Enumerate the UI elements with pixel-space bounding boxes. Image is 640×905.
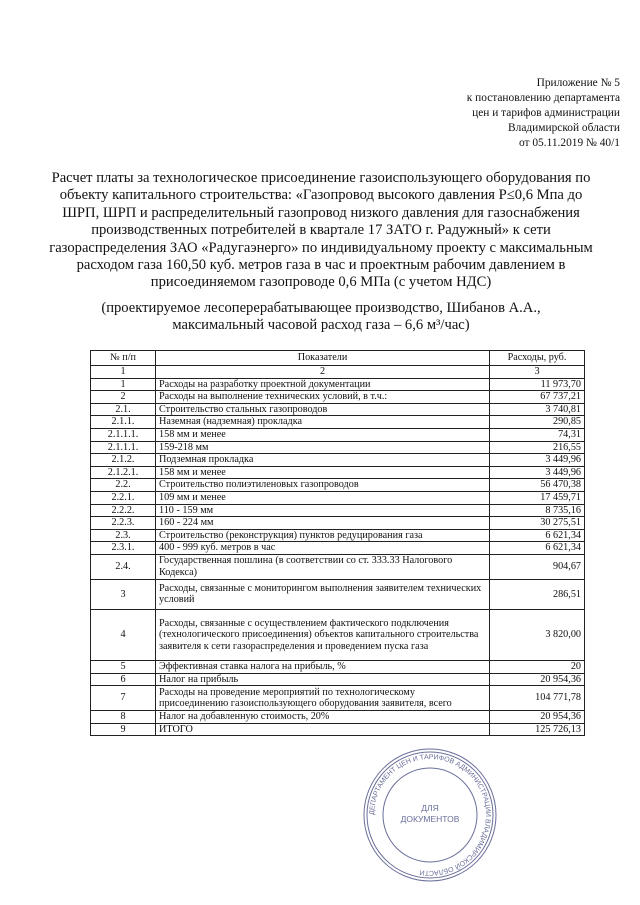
row-value: 3 449,96 bbox=[490, 454, 585, 467]
row-name: 158 мм и менее bbox=[156, 466, 490, 479]
table-row bbox=[91, 723, 585, 736]
row-value: 104 771,78 bbox=[490, 686, 585, 711]
row-value: 67 737,21 bbox=[490, 391, 585, 404]
row-name: Подземная прокладка bbox=[156, 454, 490, 467]
table-row bbox=[91, 660, 585, 673]
calculation-table bbox=[90, 350, 585, 736]
stamp-center-line: ДОКУМЕНТОВ bbox=[400, 814, 460, 824]
index-cell: 1 bbox=[91, 366, 156, 379]
row-value: 11 973,70 bbox=[490, 378, 585, 391]
header-name: Показатели bbox=[156, 351, 490, 366]
table-header-row bbox=[91, 351, 585, 366]
row-num: 5 bbox=[91, 660, 156, 673]
row-name: 110 - 159 мм bbox=[156, 504, 490, 517]
row-value: 904,67 bbox=[490, 554, 585, 579]
row-name: Наземная (надземная) прокладка bbox=[156, 416, 490, 429]
row-name: Строительство стальных газопроводов bbox=[156, 403, 490, 416]
table-row bbox=[91, 491, 585, 504]
row-value: 6 621,34 bbox=[490, 529, 585, 542]
row-value: 20 bbox=[490, 660, 585, 673]
row-value: 56 470,38 bbox=[490, 479, 585, 492]
row-name: Эффективная ставка налога на прибыль, % bbox=[156, 660, 490, 673]
row-num: 6 bbox=[91, 673, 156, 686]
row-num: 9 bbox=[91, 723, 156, 736]
table-row bbox=[91, 504, 585, 517]
row-name: Налог на прибыль bbox=[156, 673, 490, 686]
row-value: 286,51 bbox=[490, 579, 585, 609]
table-row bbox=[91, 609, 585, 660]
index-cell: 3 bbox=[490, 366, 585, 379]
row-value: 74,31 bbox=[490, 428, 585, 441]
row-num: 2.1.1. bbox=[91, 416, 156, 429]
table-row bbox=[91, 454, 585, 467]
row-num: 2.1.2.1. bbox=[91, 466, 156, 479]
row-num: 2.2.1. bbox=[91, 491, 156, 504]
row-num: 2.1.1.1. bbox=[91, 428, 156, 441]
row-value: 30 275,51 bbox=[490, 517, 585, 530]
row-num: 7 bbox=[91, 686, 156, 711]
table-row bbox=[91, 711, 585, 724]
row-num: 2.1.1.1. bbox=[91, 441, 156, 454]
appendix-block bbox=[440, 76, 620, 151]
table-row bbox=[91, 542, 585, 555]
row-num: 2.3. bbox=[91, 529, 156, 542]
appendix-line: Приложение № 5 bbox=[536, 77, 620, 89]
stamp-ring-text: ДЕПАРТАМЕНТ ЦЕН И ТАРИФОВ АДМИНИСТРАЦИИ ВЛАДИМИРСКОЙ ОБЛАСТИ bbox=[368, 753, 492, 877]
row-value: 20 954,36 bbox=[490, 711, 585, 724]
row-value: 8 735,16 bbox=[490, 504, 585, 517]
appendix-line: к постановлению департамента bbox=[466, 92, 620, 104]
row-num: 2.1.2. bbox=[91, 454, 156, 467]
row-num: 4 bbox=[91, 609, 156, 660]
row-value: 3 740,81 bbox=[490, 403, 585, 416]
header-num: № п/п bbox=[91, 351, 156, 366]
appendix-line: Владимирской области bbox=[508, 122, 620, 134]
row-name: Строительство (реконструкция) пунктов редуцирования газа bbox=[156, 529, 490, 542]
row-name: ИТОГО bbox=[156, 723, 490, 736]
table-row bbox=[91, 441, 585, 454]
table-row bbox=[91, 428, 585, 441]
appendix-line: от 05.11.2019 № 40/1 bbox=[518, 137, 620, 149]
row-name: Расходы на проведение мероприятий по технологическому присоединению газоиспользующего оборудования заявителя, всего bbox=[156, 686, 490, 711]
document-title: Расчет платы за технологическое присоединение газоиспользующего оборудования по объекту капитального строительства: «Газопровод высокого давления Р≤0,6 Мпа до ШРП, ШРП и распределительный газопровод низкого давления для газоснабжения производственных потребителей в квартале 17 ЗАТО г. Радужный» к сети газораспределения ЗАО «Радугаэнерго» по индивидуальному проекту с максимальным расходом газа 160,50 куб. метров газа в час и проектным рабочим давлением в присоединяемом газопроводе 0,6 МПа (с учетом НДС) bbox=[49, 170, 593, 291]
row-name: 158 мм и менее bbox=[156, 428, 490, 441]
subtitle-line: максимальный часовой расход газа – 6,6 м³/час) bbox=[172, 317, 470, 334]
row-num: 2.1. bbox=[91, 403, 156, 416]
row-num: 3 bbox=[91, 579, 156, 609]
row-name: Строительство полиэтиленовых газопроводов bbox=[156, 479, 490, 492]
stamp-center-line: ДЛЯ bbox=[421, 803, 439, 813]
table-row bbox=[91, 529, 585, 542]
table-row bbox=[91, 403, 585, 416]
row-num: 2.2.2. bbox=[91, 504, 156, 517]
row-name: Налог на добавленную стоимость, 20% bbox=[156, 711, 490, 724]
table-row bbox=[91, 378, 585, 391]
row-name: Расходы, связанные с осуществлением фактического подключения (технологического присоединения) объектов капитального строительства заявителя к сети газораспределения и проведением пуска газа bbox=[156, 609, 490, 660]
row-value: 3 449,96 bbox=[490, 466, 585, 479]
row-name: Государственная пошлина (в соответствии со ст. 333.33 Налогового Кодекса) bbox=[156, 554, 490, 579]
official-stamp bbox=[360, 745, 500, 885]
row-name: 109 мм и менее bbox=[156, 491, 490, 504]
table-row bbox=[91, 391, 585, 404]
row-name: 400 - 999 куб. метров в час bbox=[156, 542, 490, 555]
row-num: 2.2.3. bbox=[91, 517, 156, 530]
row-value: 6 621,34 bbox=[490, 542, 585, 555]
table-row bbox=[91, 554, 585, 579]
row-name: 159-218 мм bbox=[156, 441, 490, 454]
row-num: 1 bbox=[91, 378, 156, 391]
table-index-row bbox=[91, 366, 585, 379]
table-row bbox=[91, 579, 585, 609]
row-num: 2 bbox=[91, 391, 156, 404]
row-value: 20 954,36 bbox=[490, 673, 585, 686]
table-row bbox=[91, 517, 585, 530]
row-name: Расходы на выполнение технических условий, в т.ч.: bbox=[156, 391, 490, 404]
row-value: 3 820,00 bbox=[490, 609, 585, 660]
subtitle-line: (проектируемое лесоперерабатывающее производство, Шибанов А.А., bbox=[101, 300, 541, 316]
row-num: 8 bbox=[91, 711, 156, 724]
table-row bbox=[91, 466, 585, 479]
row-name: Расходы, связанные с мониторингом выполнения заявителем технических условий bbox=[156, 579, 490, 609]
appendix-line: цен и тарифов администрации bbox=[472, 107, 620, 119]
row-value: 216,55 bbox=[490, 441, 585, 454]
row-num: 2.3.1. bbox=[91, 542, 156, 555]
index-cell: 2 bbox=[156, 366, 490, 379]
table-row bbox=[91, 416, 585, 429]
table-row bbox=[91, 479, 585, 492]
table-row bbox=[91, 686, 585, 711]
header-value: Расходы, руб. bbox=[490, 351, 585, 366]
row-name: Расходы на разработку проектной документации bbox=[156, 378, 490, 391]
row-num: 2.4. bbox=[91, 554, 156, 579]
row-num: 2.2. bbox=[91, 479, 156, 492]
row-value: 125 726,13 bbox=[490, 723, 585, 736]
table-row bbox=[91, 673, 585, 686]
row-value: 17 459,71 bbox=[490, 491, 585, 504]
row-value: 290,85 bbox=[490, 416, 585, 429]
row-name: 160 - 224 мм bbox=[156, 517, 490, 530]
document-subtitle bbox=[40, 300, 602, 335]
